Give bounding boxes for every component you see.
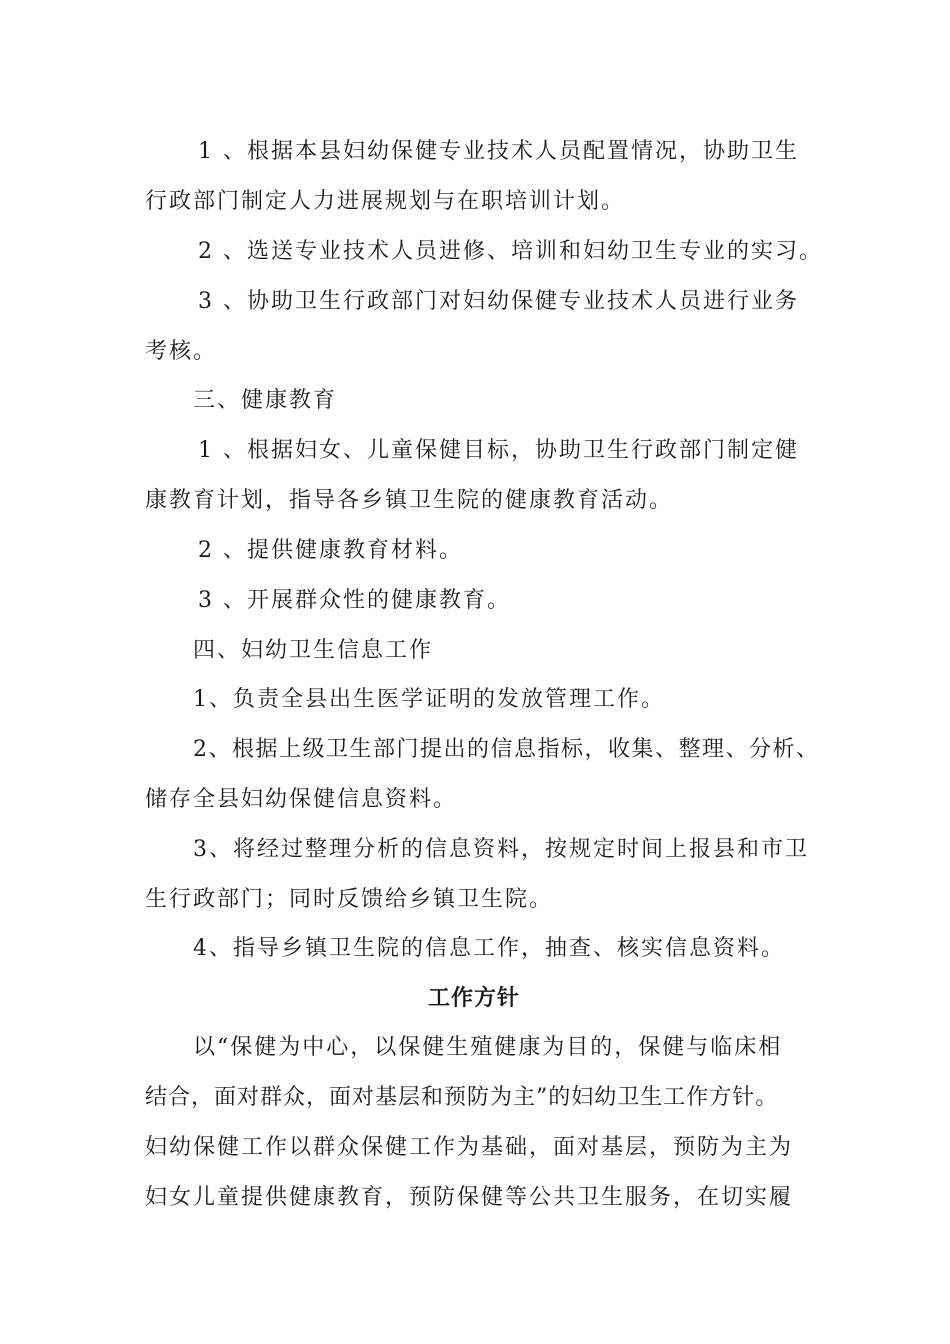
text-line: 3 、协助卫生行政部门对妇幼保健专业技术人员进行业务 bbox=[198, 289, 799, 314]
text-line: 妇女儿童提供健康教育，预防保健等公共卫生服务，在切实履 bbox=[145, 1185, 794, 1210]
text-line: 3 、开展群众性的健康教育。 bbox=[198, 588, 511, 613]
text-line: 结合，面对群众，面对基层和预防为主”的妇幼卫生工作方针。 bbox=[145, 1085, 779, 1110]
section-heading: 四、妇幼卫生信息工作 bbox=[193, 638, 434, 663]
text-line: 考核。 bbox=[145, 339, 218, 364]
text-line: 康教育计划，指导各乡镇卫生院的健康教育活动。 bbox=[145, 488, 674, 513]
text-line: 2、根据上级卫生部门提出的信息指标，收集、整理、分析、 bbox=[193, 737, 820, 762]
text-line: 行政部门制定人力进展规划与在职培训计划。 bbox=[145, 189, 626, 214]
text-line: 2 、提供健康教育材料。 bbox=[198, 538, 463, 563]
text-line: 2 、选送专业技术人员进修、培训和妇幼卫生专业的实习。 bbox=[198, 239, 823, 264]
text-line: 储存全县妇幼保健信息资料。 bbox=[145, 787, 458, 812]
text-line: 1 、根据妇女、儿童保健目标，协助卫生行政部门制定健 bbox=[198, 438, 799, 463]
page-title: 工作方针 bbox=[428, 985, 521, 1011]
text-line: 以“保健为中心，以保健生殖健康为目的，保健与临床相 bbox=[193, 1035, 783, 1060]
text-line: 4、指导乡镇卫生院的信息工作，抽查、核实信息资料。 bbox=[193, 936, 785, 961]
text-line: 1 、根据本县妇幼保健专业技术人员配置情况，协助卫生 bbox=[198, 139, 799, 164]
section-heading: 三、健康教育 bbox=[193, 388, 338, 413]
text-line: 妇幼保健工作以群众保健工作为基础，面对基层，预防为主为 bbox=[145, 1135, 794, 1160]
text-line: 1、负责全县出生医学证明的发放管理工作。 bbox=[193, 687, 665, 712]
text-line: 3、将经过整理分析的信息资料，按规定时间上报县和市卫 bbox=[193, 837, 809, 862]
text-line: 生行政部门；同时反馈给乡镇卫生院。 bbox=[145, 887, 554, 912]
